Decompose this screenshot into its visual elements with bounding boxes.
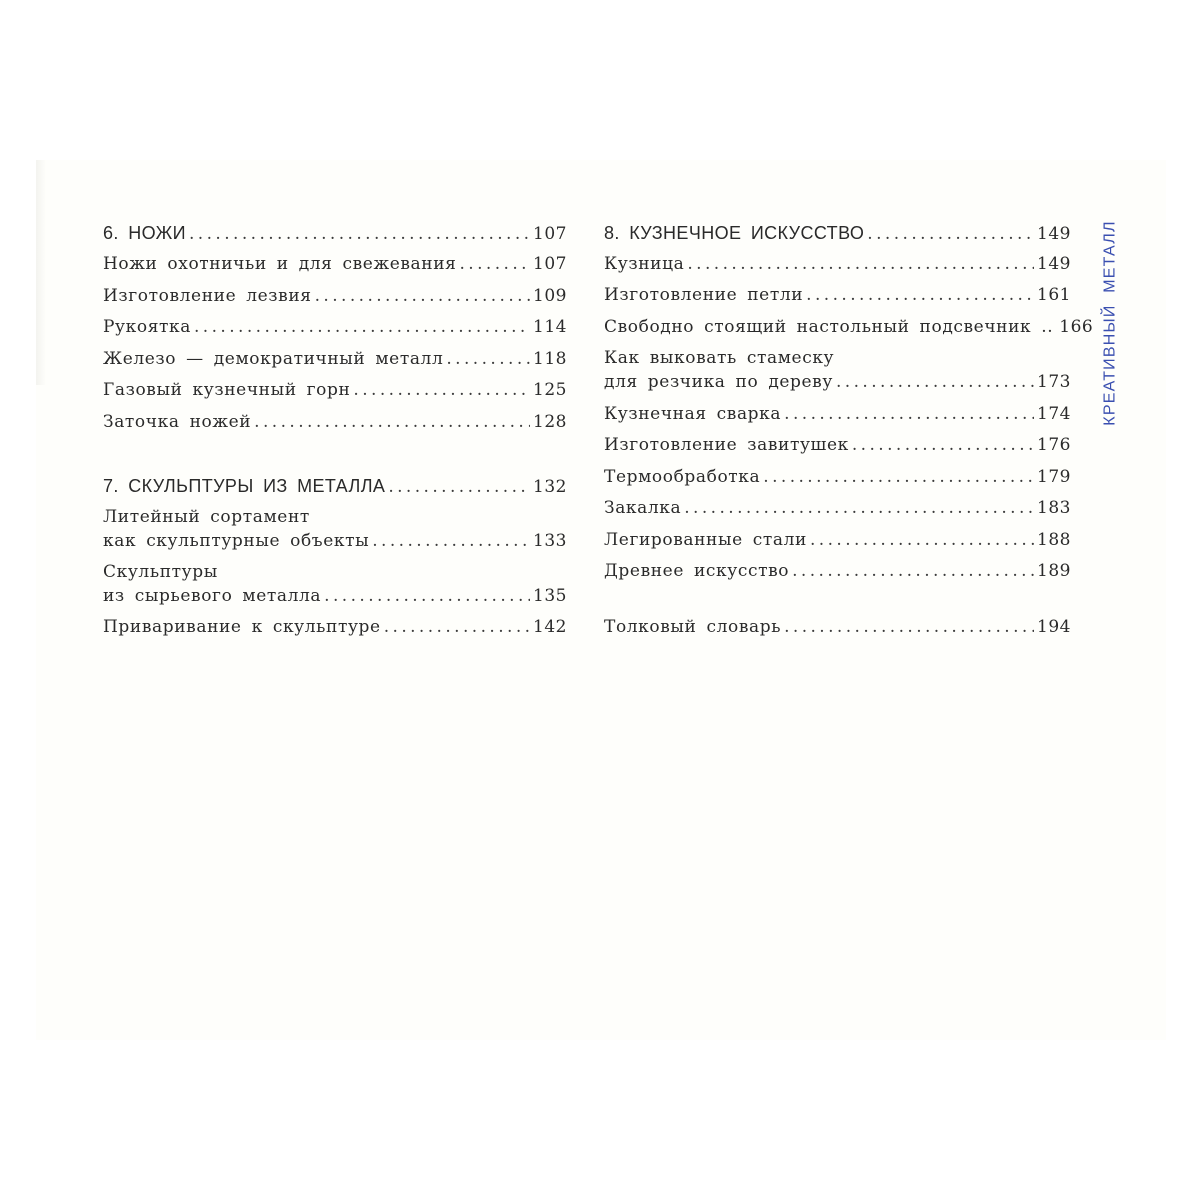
toc-page-number: 161 xyxy=(1037,285,1071,305)
toc-entry-line xyxy=(604,528,1071,552)
toc-entry-line xyxy=(103,378,567,402)
toc-entry-line xyxy=(604,370,1071,394)
toc-entry xyxy=(103,378,567,402)
toc-entry-title: Свободно стоящий настольный подсвечник .. xyxy=(604,317,1054,337)
toc-dot-leader xyxy=(315,284,530,308)
toc-entry-title: Легированные стали xyxy=(604,530,807,550)
toc-entry xyxy=(604,252,1071,276)
toc-entry xyxy=(103,560,567,608)
toc-dot-leader xyxy=(784,615,1034,639)
toc-entry-title: Рукоятка xyxy=(103,317,191,337)
toc-entry xyxy=(604,315,1094,339)
toc-dot-leader xyxy=(324,584,530,608)
toc-right-column xyxy=(604,221,1094,639)
toc-dot-leader xyxy=(353,378,530,402)
toc-dot-leader xyxy=(810,528,1034,552)
toc-page-number: 149 xyxy=(1037,254,1071,274)
toc-entry-title: 8. КУЗНЕЧНОЕ ИСКУССТВО xyxy=(604,223,865,243)
toc-entry-title: Как выковать стамеску xyxy=(604,348,835,368)
toc-entry xyxy=(103,615,567,639)
toc-entry xyxy=(604,528,1071,552)
toc-entry-title: для резчика по дереву xyxy=(604,372,833,392)
toc-entry-line xyxy=(103,284,567,308)
toc-entry-line xyxy=(103,584,567,608)
toc-page-number: 173 xyxy=(1037,372,1071,392)
toc-page-number: 128 xyxy=(533,412,567,432)
toc-entry-line xyxy=(604,433,1071,457)
toc-entry-line xyxy=(103,347,567,371)
toc-dot-leader xyxy=(189,222,530,246)
toc-entry-title: 7. СКУЛЬПТУРЫ ИЗ МЕТАЛЛА xyxy=(103,476,386,496)
toc-dot-leader xyxy=(372,529,530,553)
toc-entry-line xyxy=(103,560,567,584)
toc-entry-title: Литейный сортамент xyxy=(103,507,310,527)
spine-title-text: КРЕАТИВНЫЙ МЕТАЛЛ xyxy=(1102,220,1119,426)
toc-entry-line xyxy=(604,346,1071,370)
toc-entry-line xyxy=(604,315,1094,339)
toc-page-number: 107 xyxy=(533,224,567,244)
toc-entry-title: Газовый кузнечный горн xyxy=(103,380,351,400)
toc-entry-title: Изготовление лезвия xyxy=(103,286,312,306)
toc-entry xyxy=(103,252,567,276)
toc-dot-leader xyxy=(459,252,530,276)
toc-dot-leader xyxy=(446,347,530,371)
toc-chapter-heading xyxy=(604,221,1071,245)
toc-page-number: 179 xyxy=(1037,467,1071,487)
toc-page-number: 118 xyxy=(533,349,567,369)
toc-entry xyxy=(103,347,567,371)
toc-dot-leader xyxy=(867,222,1034,246)
toc-left-column xyxy=(103,221,567,639)
toc-page-number: 132 xyxy=(533,477,567,497)
toc-entry-line xyxy=(604,283,1071,307)
toc-page-number: 114 xyxy=(533,317,567,337)
toc-page-number: 188 xyxy=(1037,530,1071,550)
toc-entry-line xyxy=(103,529,567,553)
toc-entry-title: Изготовление петли xyxy=(604,285,804,305)
toc-entry-title: из сырьевого металла xyxy=(103,586,322,606)
toc-entry-line xyxy=(604,402,1071,426)
toc-page-number: 109 xyxy=(533,286,567,306)
toc-entry xyxy=(604,465,1071,489)
toc-page-number: 142 xyxy=(533,617,567,637)
toc-entry-title: Термообработка xyxy=(604,467,761,487)
toc-dot-leader xyxy=(806,283,1034,307)
toc-entry-line xyxy=(604,496,1071,520)
toc-page-number: 194 xyxy=(1037,617,1071,637)
toc-entry xyxy=(604,346,1071,394)
toc-entry-title: Изготовление завитушек xyxy=(604,435,849,455)
toc-entry-title: Ножи охотничьи и для свежевания xyxy=(103,254,457,274)
toc-entry-title: 6. НОЖИ xyxy=(103,223,186,243)
toc-entry-line xyxy=(604,615,1071,639)
toc-entry-line xyxy=(604,221,1071,245)
toc-entry xyxy=(604,559,1071,583)
toc-entry xyxy=(604,283,1071,307)
toc-entry xyxy=(604,433,1071,457)
toc-dot-leader xyxy=(852,433,1034,457)
toc-entry xyxy=(604,496,1071,520)
toc-dot-leader xyxy=(388,475,530,499)
toc-page-number: 135 xyxy=(533,586,567,606)
toc-entry-title: Заточка ножей xyxy=(103,412,252,432)
toc-entry-title: Толковый словарь xyxy=(604,617,782,637)
toc-entry-line xyxy=(604,559,1071,583)
page-edge-shadow xyxy=(36,160,46,385)
toc-entry xyxy=(103,410,567,434)
spine-title xyxy=(1097,220,1125,426)
toc-entry-line xyxy=(604,465,1071,489)
toc-entry-line xyxy=(103,221,567,245)
toc-entry xyxy=(103,284,567,308)
toc-dot-leader xyxy=(784,402,1034,426)
toc-entry-line xyxy=(103,410,567,434)
toc-page-number: 107 xyxy=(533,254,567,274)
toc-entry-title: как скульптурные объекты xyxy=(103,531,370,551)
toc-entry-title: Древнее искусство xyxy=(604,561,790,581)
toc-entry-line xyxy=(103,315,567,339)
toc-entry xyxy=(103,315,567,339)
toc-entry-title: Кузница xyxy=(604,254,685,274)
toc-dot-leader xyxy=(836,370,1034,394)
toc-entry-line xyxy=(103,505,567,529)
toc-page-number: 133 xyxy=(533,531,567,551)
toc-entry xyxy=(103,505,567,553)
toc-dot-leader xyxy=(684,496,1034,520)
toc-entry-line xyxy=(103,252,567,276)
toc-entry-title: Приваривание к скульптуре xyxy=(103,617,381,637)
toc-entry-line xyxy=(103,615,567,639)
toc-entry-title: Железо — демократичный металл xyxy=(103,349,444,369)
toc-dot-leader xyxy=(194,315,530,339)
toc-entry-title: Кузнечная сварка xyxy=(604,404,782,424)
toc-page-number: 125 xyxy=(533,380,567,400)
toc-entry-title: Скульптуры xyxy=(103,562,218,582)
toc-dot-leader xyxy=(763,465,1034,489)
toc-chapter-heading xyxy=(103,221,567,245)
toc-page-number: 166 xyxy=(1059,317,1094,337)
toc-dot-leader xyxy=(384,615,530,639)
toc-entry-title: Закалка xyxy=(604,498,682,518)
toc-dot-leader xyxy=(687,252,1034,276)
toc-dot-leader xyxy=(254,410,530,434)
toc-dot-leader xyxy=(792,559,1034,583)
toc-entry-line xyxy=(103,474,567,498)
toc-chapter-heading xyxy=(103,474,567,498)
toc-entry xyxy=(604,402,1071,426)
toc-entry xyxy=(604,615,1071,639)
toc-page-number: 176 xyxy=(1037,435,1071,455)
toc-entry-line xyxy=(604,252,1071,276)
toc-page-number: 149 xyxy=(1037,224,1071,244)
toc-page-number: 189 xyxy=(1037,561,1071,581)
toc-page-number: 183 xyxy=(1037,498,1071,518)
toc-page-number: 174 xyxy=(1037,404,1071,424)
